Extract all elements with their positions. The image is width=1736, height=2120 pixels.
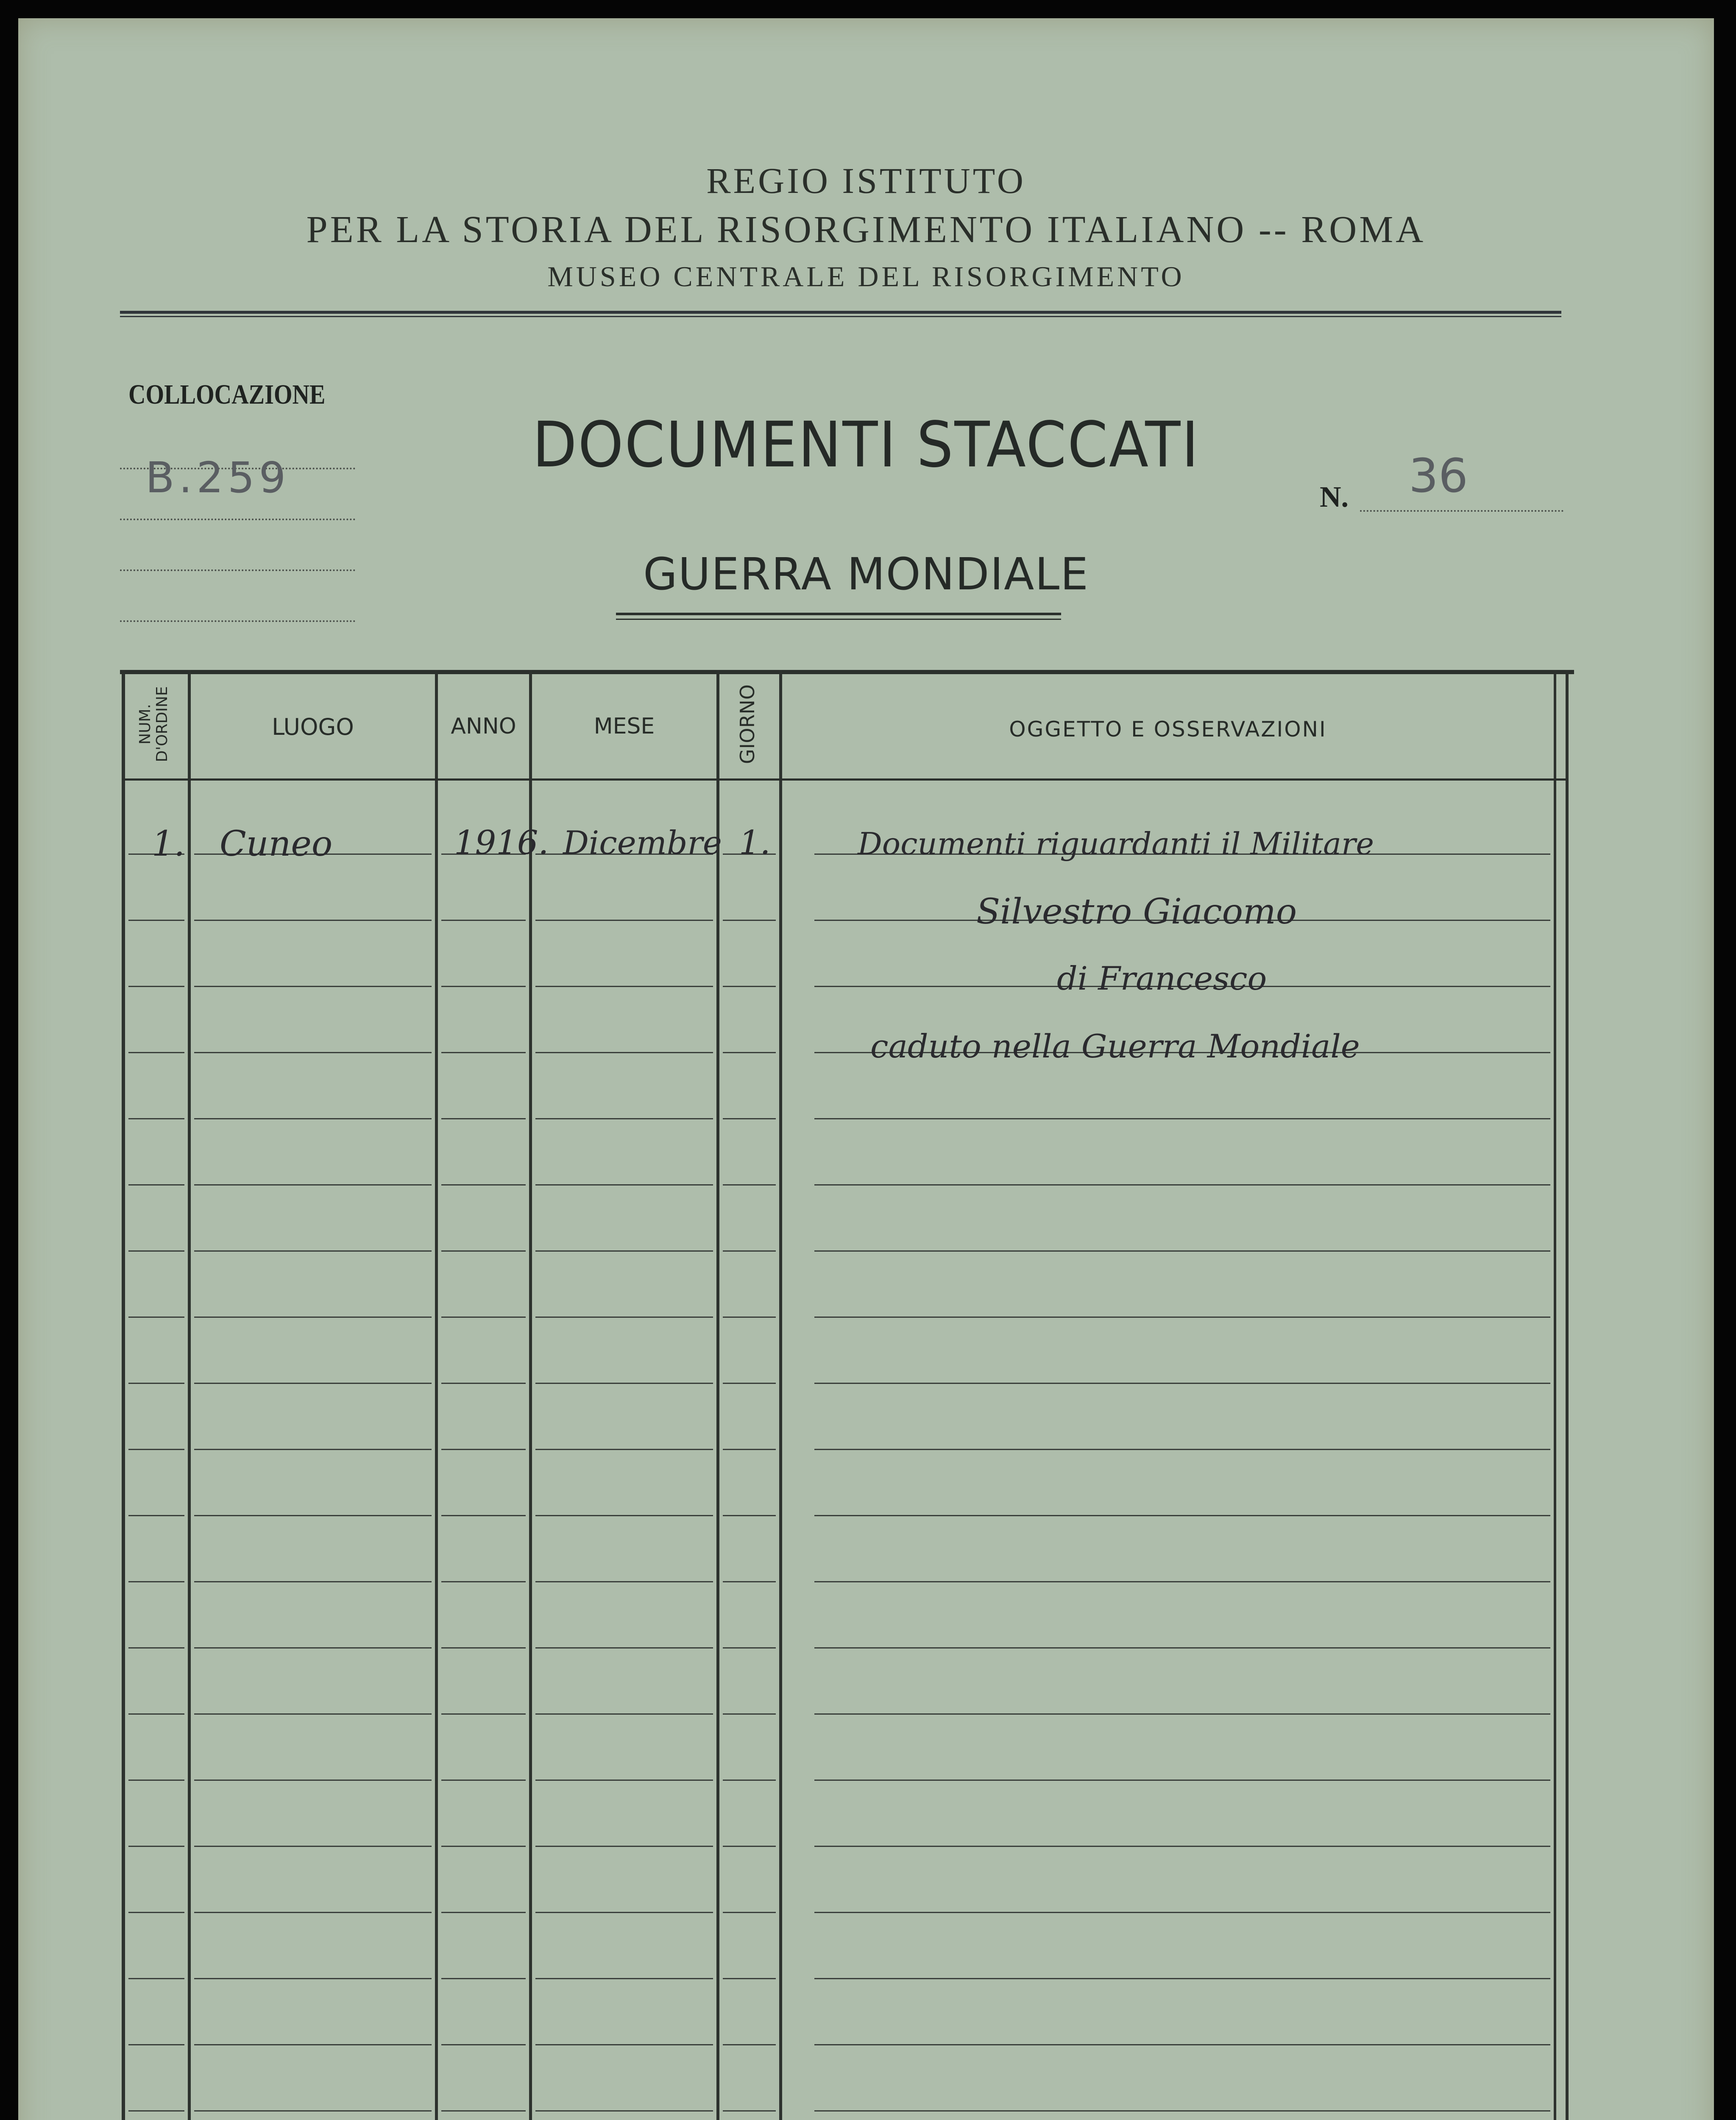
row-rule (194, 1184, 432, 1186)
row-rule (441, 1713, 526, 1715)
row-rule (814, 1515, 1550, 1516)
archive-record-sheet (18, 18, 1714, 2120)
row-rule (814, 1184, 1550, 1186)
row-rule (128, 1383, 184, 1384)
row-rule (441, 1250, 526, 1252)
header-num-label: NUM. (137, 704, 154, 745)
column-divider (779, 670, 782, 2120)
row-rule (723, 1317, 776, 1318)
row-rule (535, 1912, 713, 1913)
row-rule (814, 1118, 1550, 1119)
row-rule (194, 1647, 432, 1649)
row-rule (128, 1317, 184, 1318)
row-rule (535, 1515, 713, 1516)
row-rule (441, 920, 526, 921)
row-rule (814, 1383, 1550, 1384)
number-label: N. (1320, 481, 1349, 513)
institute-name-line2: PER LA STORIA DEL RISORGIMENTO ITALIANO -- ROMA (306, 209, 1426, 251)
row-rule (128, 1780, 184, 1781)
row-rule (814, 2110, 1550, 2112)
column-divider (716, 670, 719, 2120)
row-rule (128, 1052, 184, 1053)
row-rule (441, 1647, 526, 1649)
row-rule (723, 1713, 776, 1715)
entry-num: 1. (152, 824, 185, 864)
entry-oggetto-line: di Francesco (1057, 960, 1267, 997)
entry-oggetto-line: Documenti riguardanti il Militare (858, 826, 1374, 862)
row-rule (441, 1052, 526, 1053)
row-rule (128, 1912, 184, 1913)
documents-table (18, 18, 1714, 2120)
row-rule (535, 1713, 713, 1715)
page-subtitle: GUERRA MONDIALE (643, 548, 1089, 600)
table-top-border (120, 670, 1574, 674)
row-rule (723, 2044, 776, 2045)
row-rule (723, 1449, 776, 1450)
column-divider (188, 670, 191, 2120)
row-rule (814, 1317, 1550, 1318)
row-rule (535, 2110, 713, 2112)
row-rule (535, 1581, 713, 1582)
row-rule (535, 1250, 713, 1252)
column-divider (529, 670, 532, 2120)
collocazione-value: B.259 (145, 453, 290, 502)
row-rule (128, 1515, 184, 1516)
row-rule (814, 1647, 1550, 1649)
row-rule (814, 2044, 1550, 2045)
row-rule (723, 1647, 776, 1649)
row-rule (814, 1846, 1550, 1847)
row-rule (441, 1449, 526, 1450)
row-rule (128, 2044, 184, 2045)
row-rule (128, 1713, 184, 1715)
column-divider (435, 670, 438, 2120)
row-rule (441, 1184, 526, 1186)
row-rule (441, 1978, 526, 1979)
row-rule (535, 1846, 713, 1847)
row-rule (723, 1515, 776, 1516)
row-rule (723, 1846, 776, 1847)
row-rule (194, 1780, 432, 1781)
row-rule (723, 1118, 776, 1119)
row-rule (814, 1713, 1550, 1715)
header-ordine-label: D'ORDINE (153, 686, 171, 762)
collocazione-label: COLLOCAZIONE (128, 379, 326, 410)
row-rule (535, 2044, 713, 2045)
row-rule (535, 1449, 713, 1450)
row-rule (441, 986, 526, 987)
row-rule (128, 1581, 184, 1582)
row-rule (194, 1449, 432, 1450)
row-rule (128, 1118, 184, 1119)
row-rule (194, 1978, 432, 1979)
number-value: 36 (1409, 449, 1468, 503)
row-rule (441, 1912, 526, 1913)
row-rule (194, 1250, 432, 1252)
entry-giorno: 1. (739, 824, 771, 862)
entry-oggetto-line: Silvestro Giacomo (976, 892, 1297, 932)
row-rule (128, 920, 184, 921)
row-rule (535, 920, 713, 921)
header-mese: MESE (594, 714, 655, 739)
row-rule (441, 1317, 526, 1318)
row-rule (814, 1912, 1550, 1913)
row-rule (723, 1978, 776, 1979)
row-rule (128, 2110, 184, 2112)
row-rule (194, 920, 432, 921)
row-rule (194, 1118, 432, 1119)
row-rule (128, 1449, 184, 1450)
row-rule (723, 1052, 776, 1053)
row-rule (535, 1118, 713, 1119)
row-rule (814, 1449, 1550, 1450)
row-rule (723, 1250, 776, 1252)
row-rule (535, 986, 713, 987)
row-rule (535, 1383, 713, 1384)
row-rule (441, 1515, 526, 1516)
row-rule (535, 1780, 713, 1781)
row-rule (441, 1846, 526, 1847)
row-rule (194, 986, 432, 987)
header-bottom-line (122, 778, 1567, 781)
row-rule (194, 2110, 432, 2112)
row-rule (535, 1978, 713, 1979)
row-rule (814, 1780, 1550, 1781)
header-anno: ANNO (451, 714, 516, 739)
row-rule (723, 1780, 776, 1781)
row-rule (723, 1184, 776, 1186)
row-rule (128, 1978, 184, 1979)
row-rule (723, 920, 776, 921)
table-left-border (122, 670, 125, 2120)
row-rule (194, 1383, 432, 1384)
table-right-border (1554, 670, 1556, 2120)
row-rule (441, 1780, 526, 1781)
row-rule (723, 1581, 776, 1582)
row-rule (128, 1250, 184, 1252)
row-rule (194, 1581, 432, 1582)
row-rule (194, 1713, 432, 1715)
row-rule (814, 1581, 1550, 1582)
row-rule (814, 1250, 1550, 1252)
row-rule (535, 1052, 713, 1053)
row-rule (128, 986, 184, 987)
row-rule (723, 1383, 776, 1384)
row-rule (194, 1515, 432, 1516)
row-rule (723, 986, 776, 987)
row-rule (535, 1317, 713, 1318)
header-oggetto: OGGETTO E OSSERVAZIONI (1009, 717, 1327, 742)
row-rule (814, 1978, 1550, 1979)
row-rule (128, 1846, 184, 1847)
museum-name: MUSEO CENTRALE DEL RISORGIMENTO (547, 260, 1185, 293)
header-giorno: GIORNO (736, 684, 759, 764)
row-rule (194, 1912, 432, 1913)
header-luogo: LUOGO (272, 714, 354, 740)
entry-anno: 1916. (454, 824, 549, 862)
row-rule (441, 2044, 526, 2045)
row-rule (128, 1647, 184, 1649)
row-rule (128, 1184, 184, 1186)
table-right-border-outer (1566, 670, 1569, 2120)
row-rule (194, 1846, 432, 1847)
row-rule (194, 2044, 432, 2045)
row-rule (723, 1912, 776, 1913)
row-rule (441, 2110, 526, 2112)
entry-luogo: Cuneo (220, 824, 333, 864)
row-rule (441, 1383, 526, 1384)
row-rule (723, 2110, 776, 2112)
row-rule (535, 1647, 713, 1649)
row-rule (441, 1118, 526, 1119)
row-rule (441, 1581, 526, 1582)
row-rule (535, 1184, 713, 1186)
institute-name-line1: REGIO ISTITUTO (706, 160, 1026, 201)
page-title: DOCUMENTI STACCATI (532, 408, 1200, 481)
entry-oggetto-line: caduto nella Guerra Mondiale (870, 1027, 1360, 1065)
row-rule (194, 1052, 432, 1053)
entry-mese: Dicembre (563, 824, 722, 862)
row-rule (194, 1317, 432, 1318)
header-num-ordine (137, 682, 175, 767)
